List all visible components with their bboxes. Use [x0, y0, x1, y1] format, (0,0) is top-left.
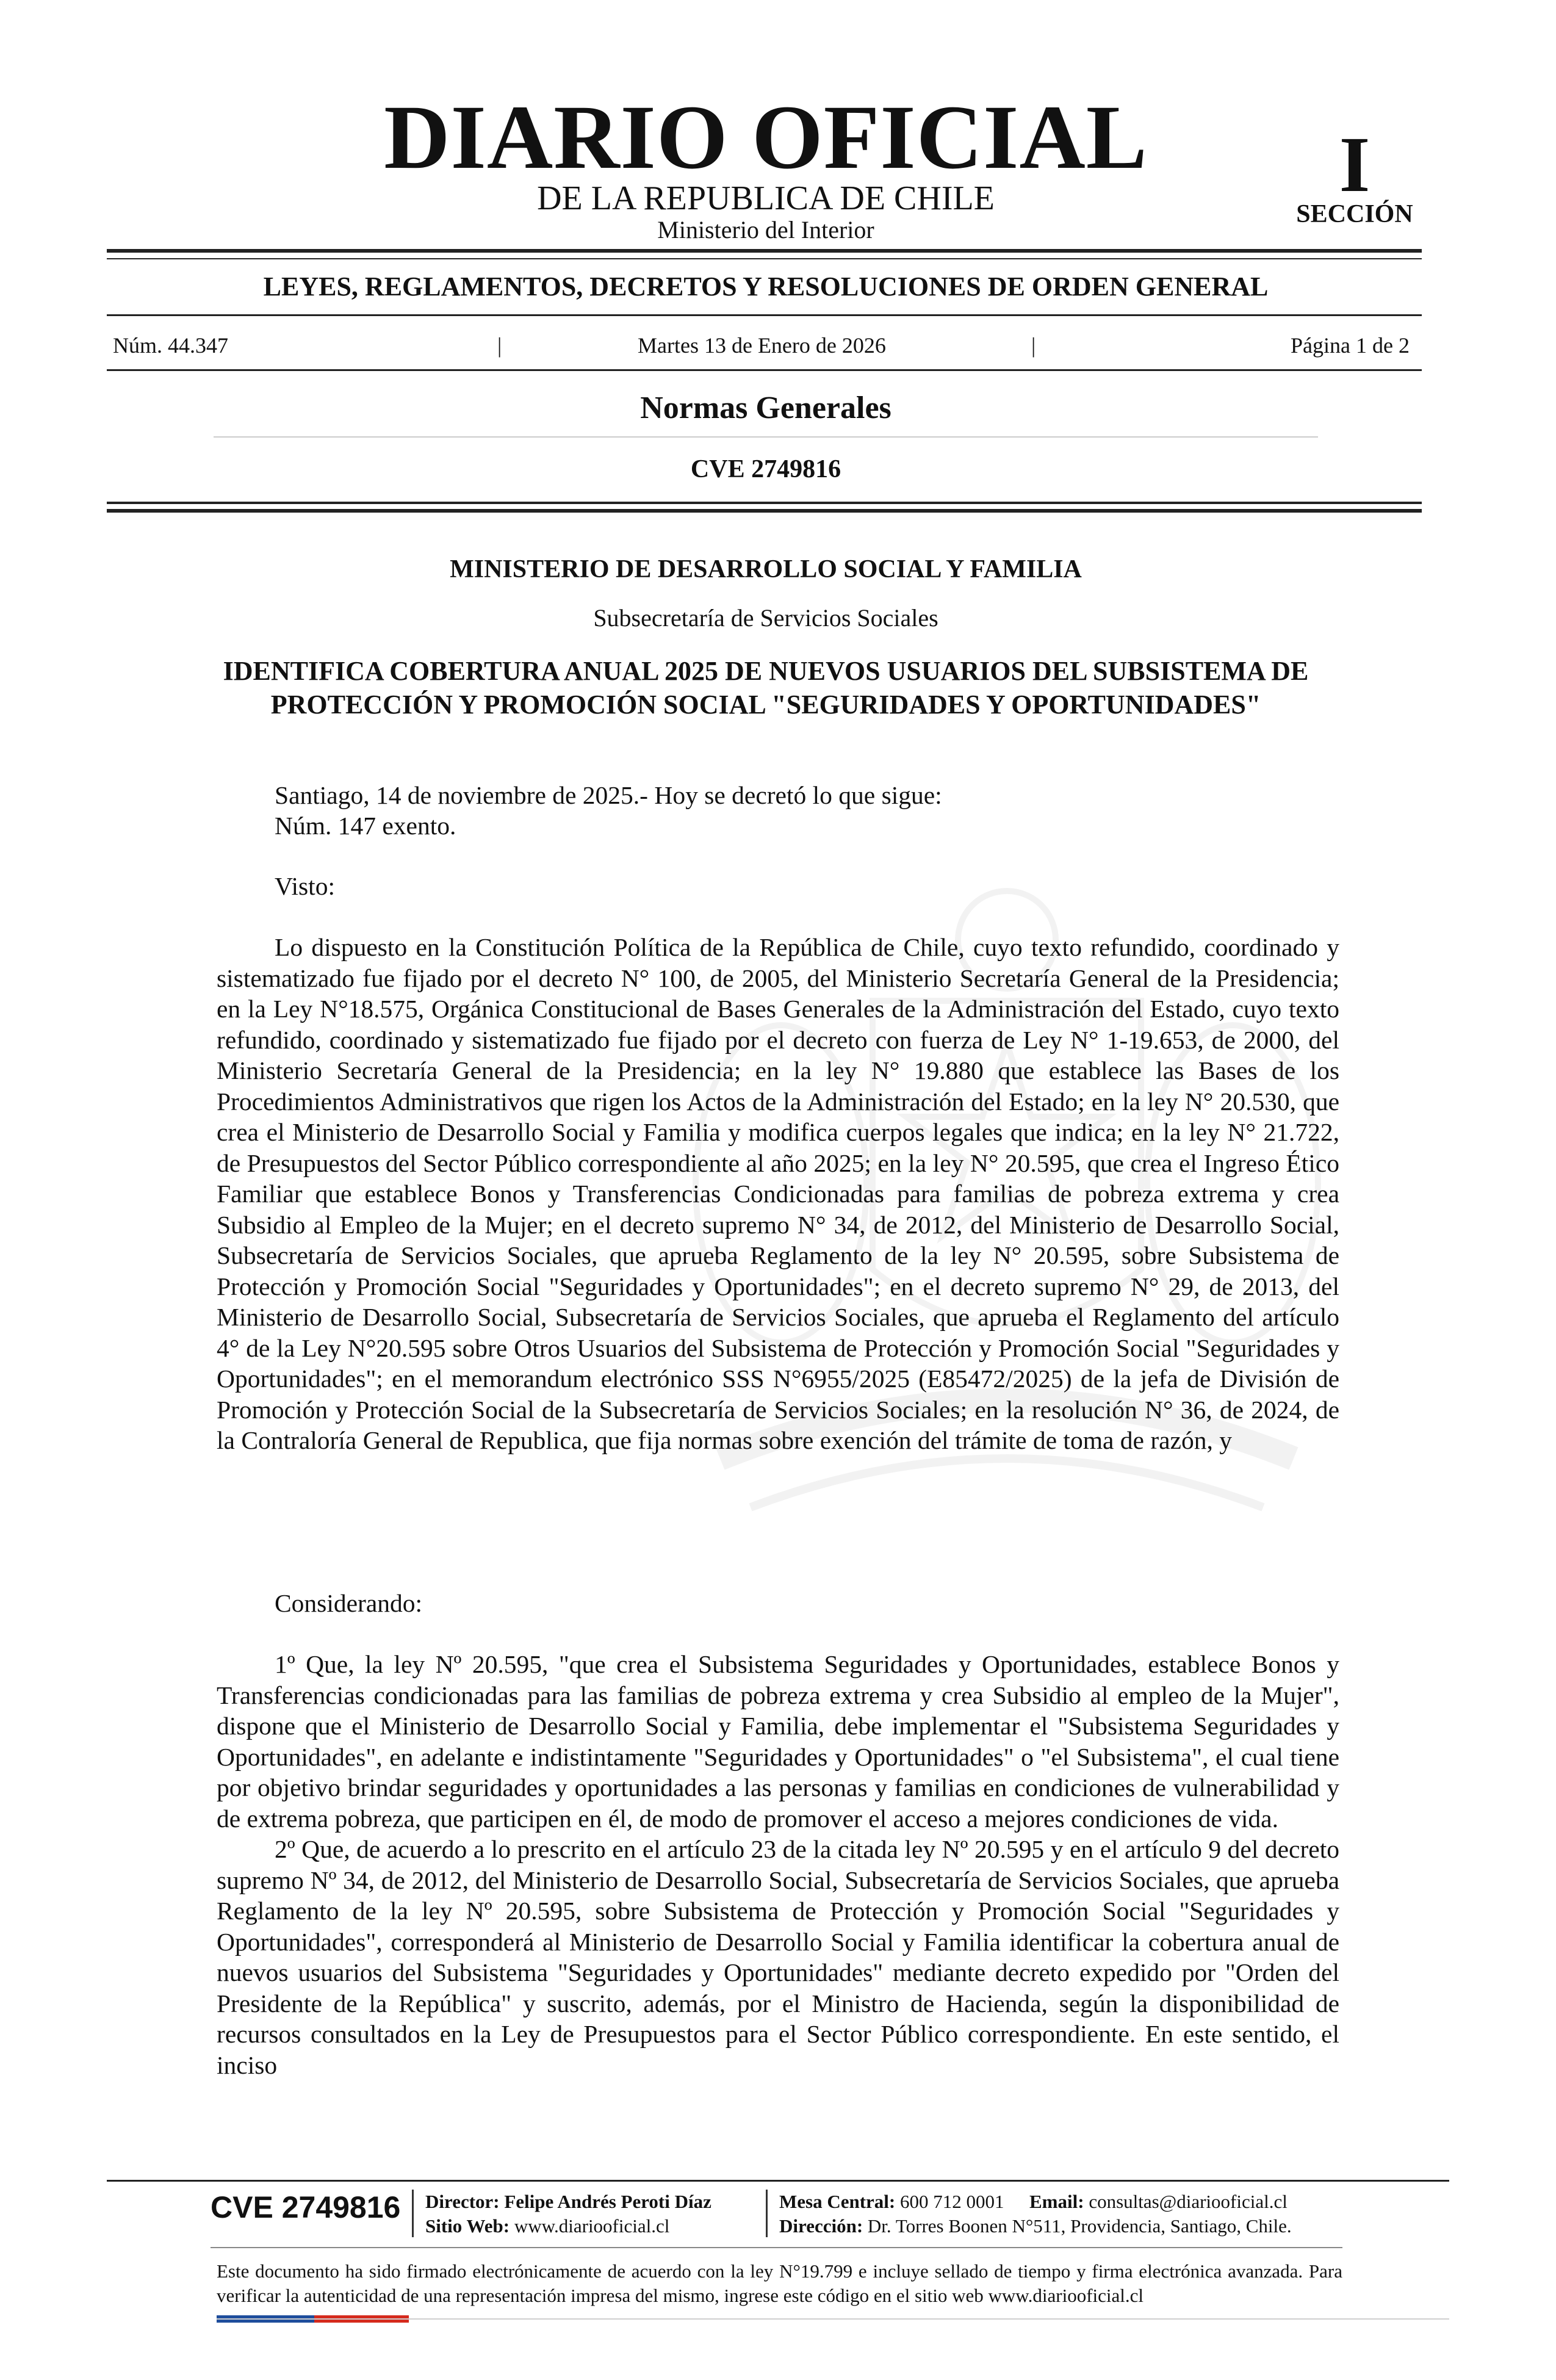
visto-heading: Visto:	[275, 872, 335, 900]
mesa-label: Mesa Central:	[779, 2191, 896, 2212]
considerando-1: 1º Que, la ley Nº 20.595, "que crea el Subsistema Seguridades y Oportunidades, establece Bonos y Transferencias condicionadas para las familias de pobreza extrema y crea Subsidio al empleo de la Mujer", dispone que el Ministerio de Desarrollo Social y Familia, debe implementar el "Subsistema Seguridades y Oportunidades", en adelante e indistintamente "Seguridades y Oportunidades" o "el Subsistema", el cual tiene por objetivo brindar seguridades y oportunidades a las personas y familias en condiciones de vulnerabilidad y de extrema pobreza, que participen en él, de modo de promover el acceso a mejores condiciones de vida.	[217, 1650, 1339, 1833]
masthead-rule-thick	[107, 249, 1422, 253]
decree-title: IDENTIFICA COBERTURA ANUAL 2025 DE NUEVOS USUARIOS DEL SUBSISTEMA DE PROTECCIÓN Y PROMOCIÓN SOCIAL "SEGURIDADES Y OPORTUNIDADES"	[223, 656, 1309, 719]
footer-contact	[779, 2190, 1288, 2214]
masthead-rule-thin	[107, 258, 1422, 259]
info-separator: |	[497, 333, 502, 358]
section-number: I	[1339, 121, 1371, 209]
address-value: Dr. Torres Boonen N°511, Providencia, Santiago, Chile.	[867, 2215, 1292, 2237]
footer-separator	[766, 2190, 768, 2237]
masthead-subtitle: DE LA REPUBLICA DE CHILE	[537, 179, 995, 217]
director-name: Felipe Andrés Peroti Díaz	[504, 2191, 711, 2212]
footer-rule-top	[107, 2180, 1449, 2182]
section-label: SECCIÓN	[1296, 200, 1413, 228]
footer-director	[425, 2190, 711, 2214]
issue-date: Martes 13 de Enero de 2026	[638, 333, 886, 358]
considerando-paragraphs	[217, 1649, 1339, 2080]
issue-number: Núm. 44.347	[113, 333, 228, 358]
email-link[interactable]: consultas@diariooficial.cl	[1089, 2191, 1288, 2212]
masthead-title: DIARIO OFICIAL	[384, 87, 1148, 188]
footer-address	[779, 2214, 1292, 2238]
cve-code: CVE 2749816	[690, 455, 841, 483]
considerando-2: 2º Que, de acuerdo a lo prescrito en el artículo 23 de la citada ley Nº 20.595 y en el artículo 9 del decreto supremo Nº 34, de 2012, del Ministerio de Desarrollo Social, Subsecretaría de Servicios Sociales, que aprueba Reglamento de la ley Nº 20.595, sobre Subsistema de Protección y Promoción Social "Seguridades y Oportunidades", corresponderá al Ministerio de Desarrollo Social y Familia identificar la cobertura anual de nuevos usuarios del Subsistema "Seguridades y Oportunidades" mediante decreto expedido por "Orden del Presidente de la República" y suscrito, además, por el Ministro de Hacienda, según la disponibilidad de recursos consultados en la Ley de Presupuestos para el Sector Público correspondiente. En este sentido, el inciso	[217, 1835, 1339, 2079]
signature-note: Este documento ha sido firmado electrónicamente de acuerdo con la ley N°19.799 e incluye sellado de tiempo y firma electrónica avanzada. Para verificar la autenticidad de una representación impresa del mismo, ingrese este código en el sitio web www.diariooficial.cl	[217, 2260, 1342, 2306]
place-date: Santiago, 14 de noviembre de 2025.- Hoy se decretó lo que sigue:	[275, 781, 942, 809]
decree-number: Núm. 147 exento.	[275, 812, 456, 840]
address-label: Dirección:	[779, 2215, 863, 2237]
email-label: Email:	[1029, 2191, 1084, 2212]
footer-cve-code: CVE 2749816	[211, 2190, 401, 2224]
website-link[interactable]: www.diariooficial.cl	[514, 2215, 670, 2237]
header-rule-2	[107, 509, 1422, 513]
masthead-ministry: Ministerio del Interior	[657, 216, 874, 243]
footer-separator	[412, 2190, 414, 2237]
header-rule-1	[107, 502, 1422, 504]
mesa-phone: 600 712 0001	[900, 2191, 1004, 2212]
info-rule-top	[107, 314, 1422, 316]
ministry-heading: MINISTERIO DE DESARROLLO SOCIAL Y FAMILIA	[450, 555, 1082, 583]
website-label: Sitio Web:	[425, 2215, 510, 2237]
considerando-heading: Considerando:	[275, 1589, 423, 1617]
info-separator: |	[1031, 333, 1036, 358]
info-rule-bottom	[107, 369, 1422, 371]
normas-divider	[214, 436, 1318, 438]
director-label: Director:	[425, 2191, 500, 2212]
visto-paragraph	[217, 932, 1339, 1456]
section-heading: Normas Generales	[640, 391, 891, 425]
banner-heading: LEYES, REGLAMENTOS, DECRETOS Y RESOLUCIONES DE ORDEN GENERAL	[263, 272, 1269, 301]
footer-website	[425, 2214, 669, 2238]
page-indicator: Página 1 de 2	[1291, 333, 1410, 358]
visto-text: Lo dispuesto en la Constitución Política de la República de Chile, cuyo texto refundido, coordinado y sistematizado fue fijado por el decreto N° 100, de 2005, del Ministerio Secretaría General de la Presidencia; en la Ley N°18.575, Orgánica Constitucional de Bases Generales de la Administración del Estado, cuyo texto refundido, coordinado y sistematizado fue fijado por el decreto con fuerza de Ley N° 1-19.653, de 2000, del Ministerio Secretaría General de la Presidencia; en la ley N° 19.880 que establece las Bases de los Procedimientos Administrativos que rigen los Actos de la Administración del Estado; en la ley N° 20.530, que crea el Ministerio de Desarrollo Social y Familia y modifica cuerpos legales que indica; en la ley N° 21.722, de Presupuestos del Sector Público correspondiente al año 2025; en la ley N° 20.595, que crea el Ingreso Ético Familiar que establece Bonos y Transferencias Condicionadas para familias de pobreza extrema y crea Subsidio al Empleo de la Mujer; en el decreto supremo N° 34, de 2012, del Ministerio de Desarrollo Social, Subsecretaría de Servicios Sociales, que aprueba Reglamento de la ley N° 20.595, sobre Subsistema de Protección y Promoción Social "Seguridades y Oportunidades"; en el decreto supremo N° 29, de 2013, del Ministerio de Desarrollo Social, Subsecretaría de Servicios Sociales, que aprueba el Reglamento del artículo 4° de la Ley N°20.595 sobre Otros Usuarios del Subsistema de Protección y Promoción Social "Seguridades y Oportunidades"; en el memorandum electrónico SSS N°6955/2025 (E85472/2025) de la jefa de División de Promoción y Protección Social de la Subsecretaría de Servicios Sociales; en la resolución N° 36, de 2024, de la Contraloría General de Republica, que fija normas sobre exención del trámite de toma de razón, y	[217, 933, 1339, 1454]
subsecretariat-heading: Subsecretaría de Servicios Sociales	[593, 604, 938, 632]
footer-rule-bottom	[217, 2318, 1449, 2320]
footer-rule-mid	[211, 2247, 1342, 2248]
